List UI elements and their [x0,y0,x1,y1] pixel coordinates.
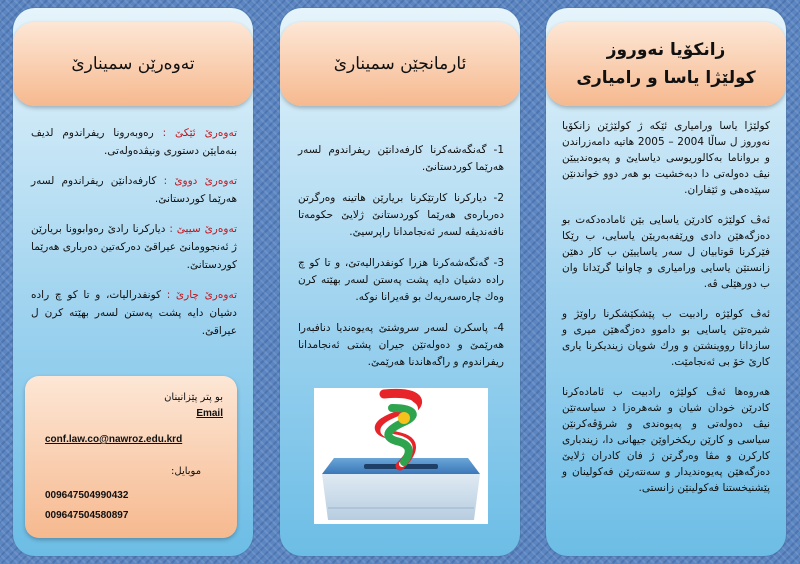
axis-label-1: تەوەرێ ئێكێ : [162,127,237,139]
goal-item-4: 4- پاسكرن لسەر سروشتێ پەیوەندیا دنافبەرا هەرێمێ و دەولەتێن جیران پشتی ئەنجامدانا ریفراندوم و راگەهاندنا هەرێمێ. [298,322,504,368]
about-paragraph-3: ئەڤ كولێژە رادبیت ب پێشكێشكرنا راوێژ و شیرەتێن یاسایی بو داموو دەزگەهێن میری و سازدانا رووینشتن و ورك شوپان زیندیکرنا یاری کارێ خۆ بی ئەنجامێت. [562,308,770,368]
goal-item-3: 3- گەنگەشەكرنا هزرا كونفدرالیەتێ، و تا كو چ رادە دشیان دایە پشت پەستن لسەر بهێتە كرن وەك چارەسەریەك بو قەیرانا نوكە. [298,257,504,303]
middle-panel-title: ئارمانجێن سمینارێ [333,54,467,74]
middle-panel [280,8,520,556]
phone-number-1[interactable]: 009647504990432 [45,490,129,501]
contact-heading: بو پتر پێزانینان [164,392,223,403]
about-paragraph-1: كولێژا یاسا ورامیاری ئێكە ژ كولێژێن زانكۆیا نەوروز ل ساڵا 2004 – 2005 هاتیە دامەزراندن و برواناما بەكالوریوسی دیاسایێ و پەیوەندییێن نیڤ دەولەتی دا دبەخشیت بو هەر دوو خواندنێن سپێدەهی و ئێفاران. [562,120,770,196]
about-paragraph-4: هەروەها ئەڤ كولێژە رادبیت ب ئامادەكرنا كادرێن خودان شیان و شەهرەزا د سیاسەتێن نیڤ دەولەتی و پەیوەندی و شرۆڤەكرنێن سیاسی و كارێن ریكخراوێن جیهانی دا، زیندباری كاركرن و مڤا وەرگرتن ژ فان كادران ژلایێ دەزگەهێن پەیوەندیدار و سەنتەرێن فەكولینان و پێشنیخستنا فەكولینێن زانستی. [562,386,770,494]
right-panel [546,8,786,556]
left-panel-title: تەوەرێن سمینارێ [71,54,195,74]
about-paragraph-2: ئەڤ كولێژە كادرێن یاسایی بێن ئامادەدكەت بو دەزگەهێن دادی وڕێفەبەریێن یاسایی، ب رێكا فێركرنا قوتابیان ل سەر یاساییێن ب كار دهێن زانستێن یاسایی ورامیاری و چاوانیا گرێدانا وان ب دورهێلی ڤە. [562,214,770,290]
axis-item-1 [31,124,237,160]
axis-text-3: دیاركرنا رادێ رەوابوونا بریارێن ژ ئەنجوومانێ عیراقێ دەركەتین دەرباری هەرێما كوردستانێ. [31,223,237,271]
flag-sun-icon [398,412,410,424]
axis-label-4: تەوەرێ چارێ : [166,289,237,301]
axis-label-3: تەوەرێ سییێ : [169,223,238,235]
about-college [562,118,770,510]
college-name: كولێژا یاسا و رامیاری [576,68,756,88]
axis-item-3 [31,220,237,274]
ballot-box-illustration [314,388,488,524]
axis-text-4: كونفدرالیات، و تا كو چ رادە دشیان دایە پشت پەستن لسەر بهێتە كرن ل عیراقێ. [31,289,237,337]
phone-number-2[interactable]: 009647504580897 [45,510,129,521]
email-label: Email [196,408,223,419]
axis-text-2: كارفەدانێن ریفراندوم لسەر هەرێما كوردستانێ. [31,175,237,205]
axes-list [31,124,237,352]
mobile-label: موبایل: [171,466,202,477]
goals-list [298,142,504,385]
axis-item-4 [31,286,237,340]
university-name: زانكۆیا نەوروز [606,40,726,60]
contact-box [25,376,237,538]
right-panel-header [546,22,786,106]
email-link[interactable]: conf.law.co@nawroz.edu.krd [45,434,183,445]
left-panel-header [13,22,253,106]
left-panel [13,8,253,556]
goal-item-1: 1- گەنگەشەكرنا كارفەدانێن ریفراندوم لسەر هەرێما كوردستانێ. [298,144,504,173]
axis-text-1: رەوبەرونا ریفراندوم لدیف بنەمایێن دستوری ونیڤدەولەتی. [31,127,237,157]
axis-item-2 [31,172,237,208]
goal-item-2: 2- دیاركرنا كارتێكرنا بریارێن هاتینە وەرگرتن دەربارەی هەرێما كوردستانێ ژلایێ حكومەتا نافەندیڤە لسەر ئەنجامدانا راپرسیێ. [298,192,504,238]
middle-panel-header [280,22,520,106]
axis-label-2: تەوەرێ دووێ : [163,175,237,187]
